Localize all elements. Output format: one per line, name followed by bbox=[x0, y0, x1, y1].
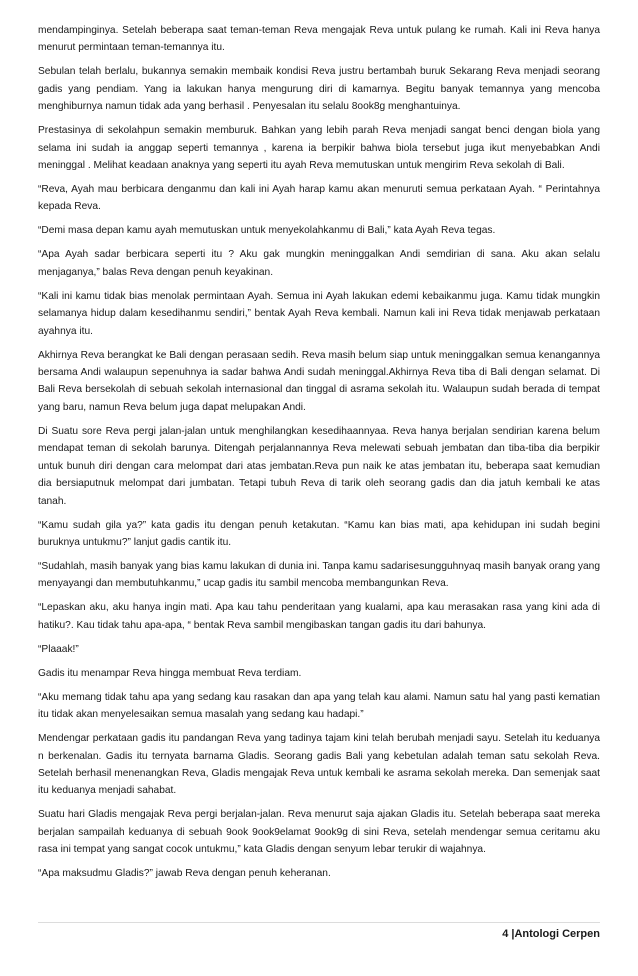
paragraph: Prestasinya di sekolahpun semakin memburuk. Bahkan yang lebih parah Reva menjadi sangat benci dengan biola yang selama ini sudah ia anggap seperti temannya , karena ia berpikir bahwa biola tersebut juga ikut menyebabkan Andi meninggal . Melihat keadaan anaknya yang seperti itu ayah Reva memutuskan untuk mengirim Reva sekolah di Bali. bbox=[38, 125, 600, 172]
paragraph: “Plaaak!” bbox=[38, 643, 79, 655]
paragraph: mendampinginya. Setelah beberapa saat teman-teman Reva mengajak Reva untuk pulang ke rumah. Kali ini Reva hanya menurut permintaan teman-temannya itu. bbox=[38, 25, 600, 54]
page-footer: 4 |Antologi Cerpen bbox=[502, 928, 600, 940]
paragraph: Di Suatu sore Reva pergi jalan-jalan untuk menghilangkan kesedihaannyaa. Reva hanya berjalan sendirian karena belum mendapat teman di sekolah barunya. Ditengah perjalannannya Reva melewati sebuah jembatan dan tiba-tiba dia berpikir untuk bunuh diri dengan cara melompat dari atas jembatan.Reva pun naik ke atas jembatan itu, beberapa saat kemudian dia bersiaputnuk melompat dari jumbatan. Tetapi tubuh Reva di tarik oleh seorang gadis dan dia jatuh kembali ke atas tanah. bbox=[38, 425, 600, 507]
paragraph: Sebulan telah berlalu, bukannya semakin membaik kondisi Reva justru bertambah buruk Sekarang Reva menjadi seorang gadis yang pendiam. Yang ia lakukan hanya mengurung diri di kamarnya. Begitu banyak temannya yang mencoba menghiburnya namun tidak ada yang berhasil . Penyesalan itu selalu 8ook8g menghantuinya. bbox=[38, 66, 600, 113]
paragraph: Mendengar perkataan gadis itu pandangan Reva yang tadinya tajam kini telah berubah menjadi sayu. Setelah itu keduanya n berkenalan. Gadis itu ternyata barnama Gladis. Seorang gadis Bali yang kebetulan adalah teman satu sekolah Reva. Setelah berhasil menenangkan Reva, Gladis mengajak Reva untuk kembali ke asrama sekolah mereka. Dan semenjak saat itu keduanya menjadi sahabat. bbox=[38, 733, 600, 797]
paragraph: “Apa Ayah sadar berbicara seperti itu ? Aku gak mungkin meninggalkan Andi semdirian di sana. Aku akan selalu menjaganya,” balas Reva dengan penuh keyakinan. bbox=[38, 249, 600, 278]
footer-divider bbox=[38, 922, 600, 923]
paragraph: “Reva, Ayah mau berbicara denganmu dan kali ini Ayah harap kamu akan menuruti semua perkataan Ayah. “ Perintahnya kepada Reva. bbox=[38, 184, 600, 213]
paragraph: “Aku memang tidak tahu apa yang sedang kau rasakan dan apa yang telah kau alami. Namun satu hal yang pasti kematian itu tidak akan menyelesaikan semua masalah yang sedang kau hadapi.” bbox=[38, 691, 600, 721]
paragraph: Gadis itu menampar Reva hingga membuat Reva terdiam. bbox=[38, 667, 302, 679]
paragraph: “Lepaskan aku, aku hanya ingin mati. Apa kau tahu penderitaan yang kualami, apa kau merasakan rasa yang kini ada di hatiku?. Kau tidak tahu apa-apa, “ bentak Reva sambil mengibaskan tangan gadis itu dari bahunya. bbox=[38, 602, 600, 631]
paragraph: “Sudahlah, masih banyak yang bias kamu lakukan di dunia ini. Tanpa kamu sadarisesungguhnyaq masih banyak orang yang menyayangi dan membutuhkanmu,” ucap gadis itu sambil mencoba membangunkan Reva. bbox=[38, 560, 600, 590]
paragraph: Suatu hari Gladis mengajak Reva pergi berjalan-jalan. Reva menurut saja ajakan Gladis itu. Setelah beberapa saat mereka berjalan sampailah keduanya di sebuah 9ook 9ook9elamat 9ook9g di sini Reva, setelah mendengar semua ceritamu aku rasa ini tempat yang sangat cocok untukmu,” kata Gladis dengan senyum lebar terukir di wajahnya. bbox=[38, 809, 600, 856]
story-body bbox=[38, 22, 600, 889]
paragraph: “Kamu sudah gila ya?” kata gadis itu dengan penuh ketakutan. “Kamu kan bias mati, apa kehidupan ini sudah begini buruknya untukmu?” lanjut gadis cantik itu. bbox=[38, 519, 600, 548]
paragraph: Akhirnya Reva berangkat ke Bali dengan perasaan sedih. Reva masih belum siap untuk meninggalkan semua kenangannya bersama Andi walaupun sepenuhnya ia sadar bahwa Andi sudah meninggal.Akhirnya Reva tiba di Bali dengan selamat. Di Bali Reva bersekolah di sebuah sekolah internasional dan tinggal di asrama sekolah itu. Walaupun sudah berada di tempat yang baru, namun Reva belum juga dapat melupakan Andi. bbox=[38, 349, 600, 413]
paragraph: “Kali ini kamu tidak bias menolak permintaan Ayah. Semua ini Ayah lakukan edemi kebaikanmu juga. Kamu tidak mungkin selamanya hidup dalam kesedihanmu sendiri,” bentak Ayah Reva kembali. Namun kali ini Reva tidak menjawab perkataan ayahnya itu. bbox=[38, 290, 600, 337]
paragraph: “Demi masa depan kamu ayah memutuskan untuk menyekolahkanmu di Bali,” kata Ayah Reva tegas. bbox=[38, 225, 496, 237]
paragraph: “Apa maksudmu Gladis?” jawab Reva dengan penuh keheranan. bbox=[38, 868, 331, 880]
